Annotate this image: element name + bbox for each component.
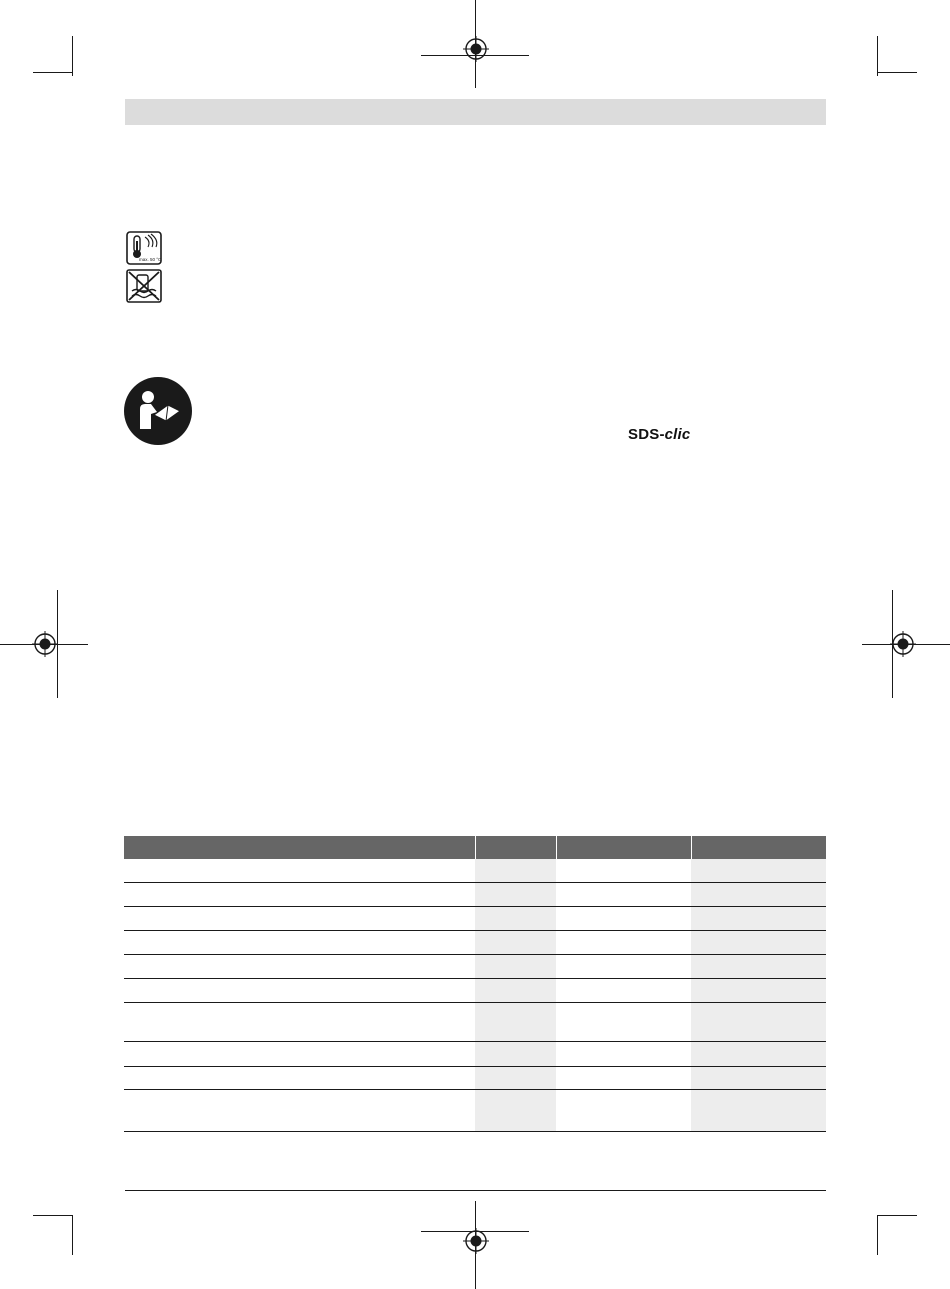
table-cell <box>691 1067 826 1089</box>
table-cell <box>475 1067 556 1089</box>
table-row <box>124 1003 826 1042</box>
table-row <box>124 955 826 979</box>
heat-warning-label: max. 50 °C <box>139 257 162 262</box>
table-cell <box>124 907 474 930</box>
no-immersion-icon <box>126 269 162 303</box>
table-row <box>124 859 826 883</box>
thermometer-sun-icon <box>126 231 162 265</box>
table-cell <box>124 931 474 954</box>
table-cell <box>124 1067 474 1089</box>
table-cell <box>475 859 556 882</box>
table-cell <box>691 955 826 978</box>
table-cell <box>475 955 556 978</box>
table-cell <box>691 979 826 1002</box>
table-cell <box>124 1042 474 1066</box>
table-cell <box>556 1090 691 1131</box>
registration-mark-icon <box>890 631 916 657</box>
read-manual-icon <box>124 377 192 445</box>
table-cell <box>124 979 474 1002</box>
table-header-cell <box>556 836 692 859</box>
table-cell <box>475 1042 556 1066</box>
table-cell <box>691 907 826 930</box>
table-row <box>124 979 826 1003</box>
table-cell <box>556 1067 691 1089</box>
table-row <box>124 1042 826 1067</box>
table-cell <box>124 1090 474 1131</box>
table-cell <box>556 883 691 906</box>
table-row <box>124 907 826 931</box>
table-cell <box>475 931 556 954</box>
table-header-cell <box>475 836 557 859</box>
table-row <box>124 1090 826 1132</box>
table-header-cell <box>124 836 474 859</box>
table-header <box>124 836 826 859</box>
table-cell <box>124 883 474 906</box>
table-cell <box>124 1003 474 1041</box>
technical-data-table <box>124 836 826 1132</box>
page-header-bar <box>125 99 826 125</box>
table-cell <box>691 1090 826 1131</box>
footer-rule <box>125 1190 826 1191</box>
table-cell <box>691 931 826 954</box>
table-cell <box>475 1090 556 1131</box>
sds-logo-prefix: SDS- <box>628 426 665 443</box>
table-cell <box>556 1042 691 1066</box>
table-cell <box>691 1003 826 1041</box>
registration-mark-icon <box>463 36 489 62</box>
registration-mark-icon <box>463 1228 489 1254</box>
table-cell <box>475 979 556 1002</box>
table-cell <box>556 859 691 882</box>
table-header-cell <box>691 836 827 859</box>
table-cell <box>475 1003 556 1041</box>
table-row <box>124 883 826 907</box>
table-cell <box>556 931 691 954</box>
table-cell <box>556 955 691 978</box>
table-cell <box>691 1042 826 1066</box>
registration-mark-icon <box>32 631 58 657</box>
sds-clic-logo <box>628 426 690 443</box>
table-cell <box>124 859 474 882</box>
table-row <box>124 1067 826 1090</box>
table-cell <box>691 883 826 906</box>
sds-logo-suffix: clic <box>664 426 691 443</box>
table-cell <box>475 907 556 930</box>
table-cell <box>556 907 691 930</box>
table-cell <box>691 859 826 882</box>
table-cell <box>124 955 474 978</box>
table-cell <box>556 1003 691 1041</box>
table-cell <box>475 883 556 906</box>
table-row <box>124 931 826 955</box>
table-cell <box>556 979 691 1002</box>
